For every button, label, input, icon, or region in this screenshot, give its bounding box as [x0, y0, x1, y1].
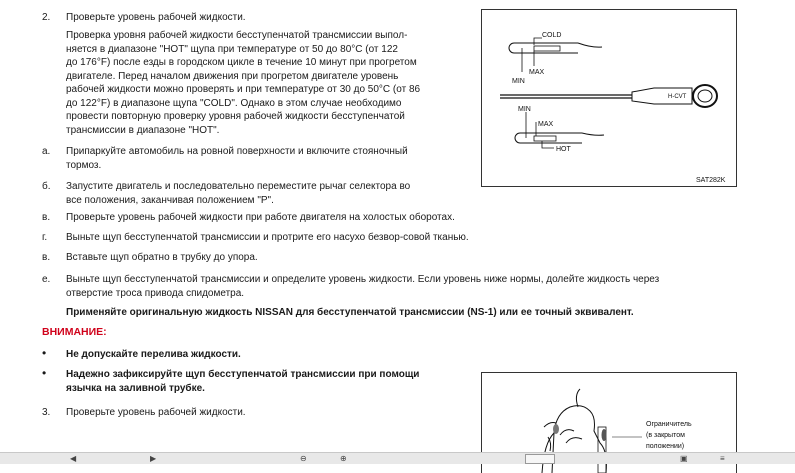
step-b-text — [66, 180, 410, 207]
step-line: Припаркуйте автомобиль на ровной поверхности и включите стояночный — [66, 146, 408, 157]
toolbar-next-icon[interactable]: ▶ — [150, 454, 157, 463]
toolbar-zoom-icon[interactable]: ⊖ — [300, 454, 307, 463]
step-v2-text: Вставьте щуп обратно в трубку до упора. — [66, 252, 258, 263]
step-line: Запустите двигатель и последовательно переместите рычаг селектора во — [66, 181, 411, 192]
step-line: отверстие троса привода спидометра. — [66, 287, 245, 299]
paragraph-line: рабочей жидкости можно проверять и при температуре от 30 до 50°С (от 86 — [66, 84, 421, 95]
section-2-heading: Проверьте уровень рабочей жидкости. — [66, 12, 246, 23]
step-b-mark: б. — [42, 181, 51, 192]
bullet-line: Надежно зафиксируйте щуп бесступенчатой трансмиссии при помощи — [66, 369, 420, 380]
bullet-line: язычка на заливной трубке. — [66, 382, 205, 394]
stopper-caption-2: (в закрытом — [646, 432, 685, 439]
step-v2-mark: в. — [42, 252, 51, 263]
section-3-number: 3. — [42, 407, 51, 418]
paragraph-line: до 122°F) в диапазоне щупа "COLD". Однако в этом случае необходимо — [66, 97, 402, 109]
paragraph-line: няется в диапазоне "HOT" щупа при температуре от 50 до 80°С (от 122 — [66, 43, 398, 55]
max-top-label: MAX — [529, 69, 545, 76]
paragraph-line: до 176°F) после езды в городском цикле в течение 10 минут при прогретом — [66, 57, 417, 68]
step-v-text: Проверьте уровень рабочей жидкости при работе двигателя на холостых оборотах. — [66, 212, 455, 223]
warning-title: ВНИМАНИЕ: — [42, 326, 107, 338]
step-e-text — [66, 273, 746, 300]
step-e-mark: е. — [42, 274, 51, 285]
fluid-note: Применяйте оригинальную жидкость NISSAN для бесступенчатой трансмиссии (NS-1) или ее точный эквивалент. — [66, 307, 634, 318]
section-2-number: 2. — [42, 12, 51, 23]
stopper-caption-1: Ограничитель — [646, 421, 692, 428]
min-top-label: MIN — [512, 78, 525, 85]
step-line: Выньте щуп бесступенчатой трансмиссии и определите уровень жидкости. Если уровень ниже нормы, долейте жидкость через — [66, 274, 660, 285]
step-g-mark: г. — [42, 232, 48, 243]
warning-bullet-1: Не допускайте перелива жидкости. — [66, 349, 241, 360]
bullet-dot: • — [42, 366, 47, 380]
step-line: тормоз. — [66, 159, 102, 171]
step-g-text: Выньте щуп бесступенчатой трансмиссии и протрите его насухо безвор-совой тканью. — [66, 232, 469, 243]
warning-bullet-2 — [66, 368, 419, 395]
step-a-mark: а. — [42, 146, 51, 157]
bullet-dot: • — [42, 346, 47, 360]
dipstick-figure — [481, 9, 737, 187]
figure-code: SAT282K — [696, 177, 726, 184]
cold-label: COLD — [542, 32, 562, 39]
cold-range-tip — [509, 38, 602, 72]
dipstick-illustration — [482, 10, 736, 186]
h-cvt-label: H-CVT — [668, 94, 687, 100]
step-a-text — [66, 145, 408, 172]
stopper-caption-3: положении) — [646, 443, 685, 450]
toolbar-prev-icon[interactable]: ◀ — [70, 454, 77, 463]
hot-range-tip — [515, 112, 604, 148]
toolbar-menu-icon[interactable]: ≡ — [720, 454, 725, 463]
toolbar-zoom-in-icon[interactable]: ⊕ — [340, 454, 347, 463]
toolbar-fit-icon[interactable]: ▣ — [680, 454, 688, 463]
viewer-toolbar — [0, 452, 795, 464]
step-line: все положения, заканчивая положением "Р". — [66, 194, 274, 206]
max-bottom-label: MAX — [538, 121, 554, 128]
paragraph-line: провести повторную проверку уровня рабочей жидкости бесступенчатой — [66, 111, 405, 122]
paragraph-line: двигателе. Перед началом движения при прогретом двигателе уровень — [66, 70, 399, 82]
paragraph-line: Проверка уровня рабочей жидкости бесступенчатой трансмиссии выпол- — [66, 30, 408, 41]
section-2-paragraph — [66, 29, 471, 137]
step-v-mark: в. — [42, 212, 51, 223]
paragraph-line: трансмиссии в диапазоне "HOT". — [66, 124, 220, 136]
min-bottom-label: MIN — [518, 106, 531, 113]
hot-label: HOT — [556, 146, 571, 153]
section-3-heading: Проверьте уровень рабочей жидкости. — [66, 407, 246, 418]
